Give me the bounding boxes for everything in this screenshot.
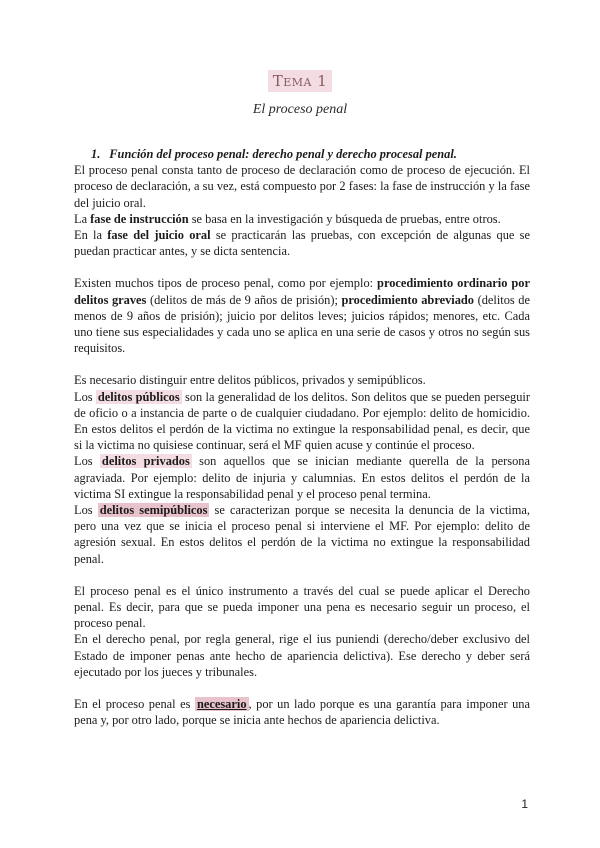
- bold-term: procedimiento abreviado: [341, 292, 475, 307]
- highlighted-term: necesario: [196, 697, 247, 712]
- text-run: se caracterizan porque se necesita la denuncia de la victima, pero una vez que se inicia el proceso penal si interviene el MF. Por ejemplo: delito de agresión sexual. En estos delitos el perdón de la victima no extingue la responsabilidad penal.: [74, 503, 530, 566]
- text-run: , por un lado porque es una garantía para imponer una pena y, por otro lado, porque se inicia ante hechos de apariencia delictiva.: [74, 697, 530, 728]
- paragraph-gap: [74, 680, 530, 696]
- text-run: Los: [74, 454, 100, 469]
- text-run: (delitos de menos de 9 años de prisión); juicio por delitos leves; juicios rápidos; menores, etc. Cada uno tiene sus especialidades y cada uno se aplica en una serie de casos y otros no según sus requisitos.: [74, 292, 530, 356]
- body-text: [74, 146, 530, 729]
- text-run: Los: [74, 503, 98, 518]
- text-run: se practicarán las pruebas, con excepción de algunas que se puedan practicar antes, y se dicta sentencia.: [74, 228, 530, 259]
- paragraph-ius-puniendi: En el derecho penal, por regla general, rige el ius puniendi (derecho/deber exclusivo del Estado de imponer penas ante hecho de apariencia delictiva). Ese derecho y deber será ejecutado por los jueces y tribunales.: [74, 632, 530, 679]
- text-run: (delitos de más de 9 años de prisión);: [146, 292, 342, 307]
- bold-term: fase del juicio oral: [107, 228, 211, 243]
- highlighted-term: delitos privados: [101, 454, 190, 469]
- paragraph-fase-instruccion: [74, 211, 530, 227]
- section-heading: [74, 146, 530, 162]
- paragraph-proceso-declaracion: El proceso penal consta tanto de proceso de declaración como de proceso de ejecución. El proceso de declaración, a su vez, está compuesto por 2 fases: la fase de instrucción y la fase del juicio oral.: [74, 163, 530, 210]
- paragraph-tipos-proceso: [74, 275, 530, 356]
- section-title: Función del proceso penal: derecho penal y derecho procesal penal.: [109, 147, 457, 161]
- text-run: En el proceso penal es: [74, 697, 195, 712]
- paragraph-gap: [74, 356, 530, 372]
- paragraph-fase-juicio-oral: [74, 227, 530, 259]
- text-run: En la: [74, 228, 108, 243]
- chapter-title: Tema 1: [268, 70, 333, 92]
- paragraph-gap: [74, 567, 530, 583]
- paragraph-gap: [74, 259, 530, 275]
- bold-term: fase de instrucción: [90, 211, 189, 226]
- paragraph-delitos-semipublicos: [74, 502, 530, 567]
- text-run: son la generalidad de los delitos. Son delitos que se pueden perseguir de oficio o a instancia de parte o de cualquier ciudadano. Por ejemplo: delito de homicidio. En estos delitos el perdón de la victima no extingue la responsabilidad penal, es decir, que si la victima no quisiese continuar, será el MF quien acuse y continúe el proceso.: [74, 389, 531, 453]
- paragraph-necesario: [74, 696, 530, 728]
- chapter-subtitle: El proceso penal: [252, 102, 348, 117]
- text-run: se basa en la investigación y búsqueda de pruebas, entre otros.: [188, 211, 501, 226]
- title-block: [0, 70, 600, 118]
- paragraph-delitos-publicos: [74, 389, 530, 454]
- section-number: 1.: [91, 147, 101, 161]
- text-run: son aquellos que se inician mediante querella de la persona agraviada. Por ejemplo: delito de injuria y calumnias. En estos delitos el perdón de la victima SI extingue la responsabilidad penal y el proceso penal termina.: [74, 454, 530, 501]
- text-run: Los: [74, 389, 96, 404]
- text-run: La: [74, 211, 91, 226]
- paragraph-delitos-privados: [74, 453, 530, 502]
- bold-term: procedimiento ordinario por delitos graves: [74, 276, 530, 307]
- text-run: Existen muchos tipos de proceso penal, como por ejemplo:: [74, 276, 378, 291]
- paragraph-unico-instrumento: El proceso penal es el único instrumento a través del cual se puede aplicar el Derecho penal. Es decir, para que se pueda imponer una pena es necesario seguir un proceso, el proceso penal.: [74, 583, 530, 631]
- highlighted-term: delitos públicos: [97, 389, 180, 404]
- highlighted-term: delitos semipúblicos: [99, 503, 208, 518]
- page-number: 1: [521, 797, 528, 811]
- paragraph-distinguir-delitos: Es necesario distinguir entre delitos públicos, privados y semipúblicos.: [74, 373, 426, 388]
